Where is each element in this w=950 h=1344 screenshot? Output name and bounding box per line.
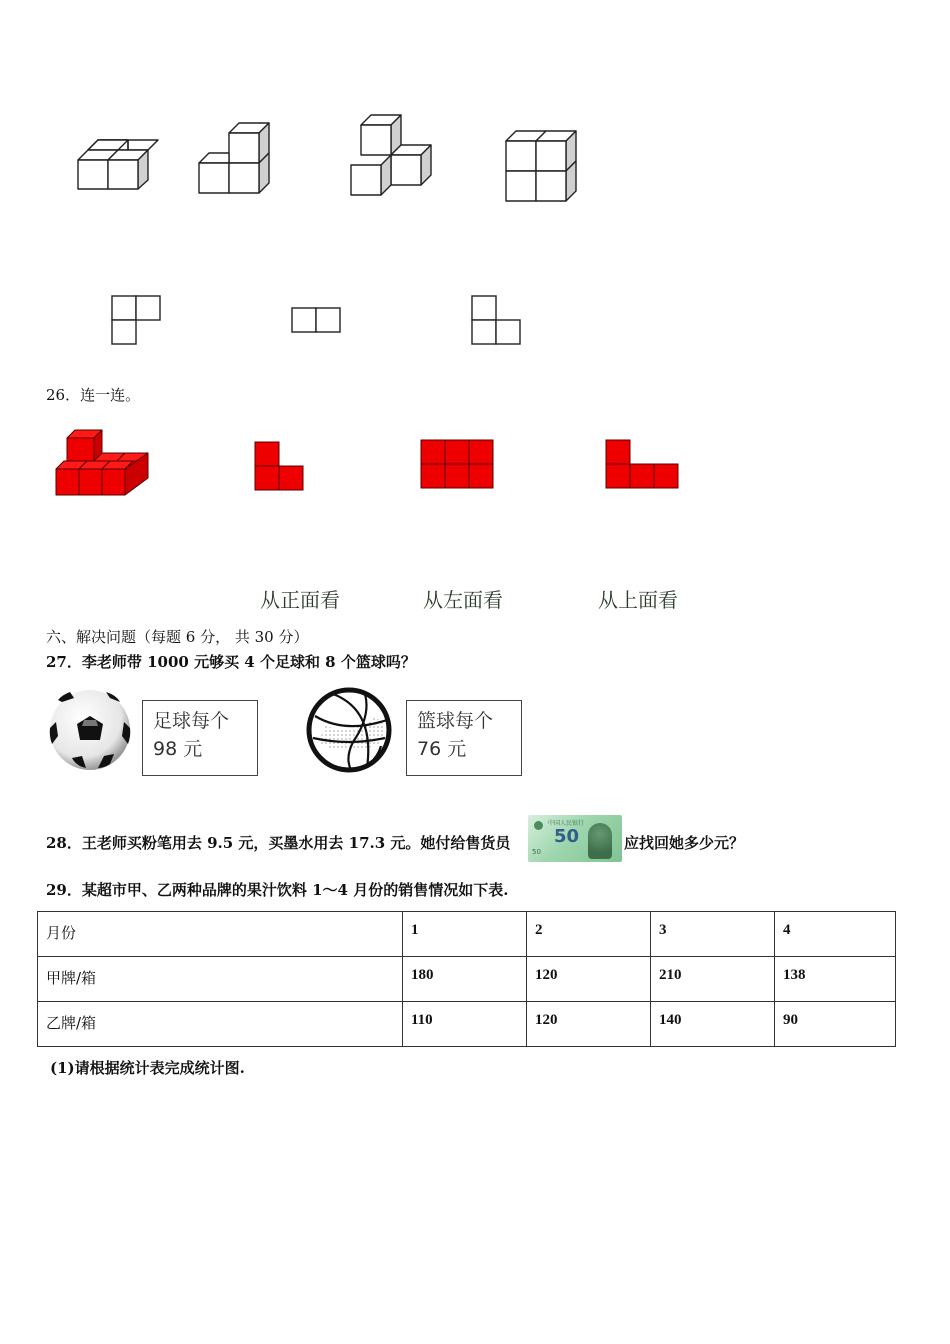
cube-figure-d xyxy=(500,125,585,210)
table-cell: 138 xyxy=(775,957,896,1002)
table-row xyxy=(38,957,896,1002)
red-cube-solid xyxy=(50,423,155,503)
table-cell: 180 xyxy=(403,957,527,1002)
question-26-title: 26．连一连。 xyxy=(46,386,141,404)
question-28-text-after: 应找回她多少元？ xyxy=(624,834,745,852)
basketball-price-line2: 76 元 xyxy=(417,738,467,760)
flat-view-a xyxy=(110,294,165,349)
flat-view-c xyxy=(470,294,525,349)
table-header-cell: 3 xyxy=(651,912,775,957)
table-row xyxy=(38,1002,896,1047)
label-top-view: 从上面看 xyxy=(598,588,678,612)
cube-figure-c xyxy=(345,110,440,202)
table-header-row xyxy=(38,912,896,957)
red-view-l-small xyxy=(253,440,308,495)
banknote-50-yuan xyxy=(528,815,622,862)
question-29-title: 29．某超市甲、乙两种品牌的果汁饮料 1～4 月份的销售情况如下表. xyxy=(46,881,509,899)
cube-figure-b xyxy=(195,118,275,198)
table-cell: 140 xyxy=(651,1002,775,1047)
cube-figure-a-detail xyxy=(70,130,160,200)
basketball-price-line1: 篮球每个 xyxy=(417,710,494,732)
table-cell: 110 xyxy=(403,1002,527,1047)
banknote-emblem-icon xyxy=(534,821,543,830)
table-cell: 甲牌/箱 xyxy=(38,957,403,1002)
banknote-value: 50 xyxy=(554,826,580,847)
banknote-header: 中国人民银行 xyxy=(548,820,585,827)
football-icon xyxy=(48,688,132,772)
basketball-icon xyxy=(305,686,393,774)
table-cell: 90 xyxy=(775,1002,896,1047)
label-front-view: 从正面看 xyxy=(260,588,340,612)
red-view-3x2 xyxy=(419,438,497,493)
label-left-view: 从左面看 xyxy=(423,588,503,612)
table-cell: 210 xyxy=(651,957,775,1002)
basketball-price-box xyxy=(406,700,522,776)
red-view-l-long xyxy=(604,438,682,493)
banknote-small-value: 50 xyxy=(532,848,541,856)
football-price-box xyxy=(142,700,258,776)
question-28-text-before: 28．王老师买粉笔用去 9.5 元，买墨水用去 17.3 元。她付给售货员 xyxy=(46,834,511,852)
section-6-heading: 六、解决问题（每题 6 分， 共 30 分） xyxy=(46,628,309,646)
table-cell: 120 xyxy=(527,957,651,1002)
table-header-cell: 月份 xyxy=(38,912,403,957)
table-header-cell: 4 xyxy=(775,912,896,957)
table-cell: 120 xyxy=(527,1002,651,1047)
banknote-portrait-icon xyxy=(588,823,612,859)
table-header-cell: 2 xyxy=(527,912,651,957)
question-29-sub1: (1)请根据统计表完成统计图. xyxy=(50,1059,245,1077)
table-header-cell: 1 xyxy=(403,912,527,957)
sales-table xyxy=(37,911,896,1047)
football-price-line2: 98 元 xyxy=(153,738,203,760)
flat-view-b xyxy=(290,306,345,336)
table-cell: 乙牌/箱 xyxy=(38,1002,403,1047)
question-27-title: 27．李老师带 1000 元够买 4 个足球和 8 个篮球吗？ xyxy=(46,653,416,671)
football-price-line1: 足球每个 xyxy=(153,710,230,732)
